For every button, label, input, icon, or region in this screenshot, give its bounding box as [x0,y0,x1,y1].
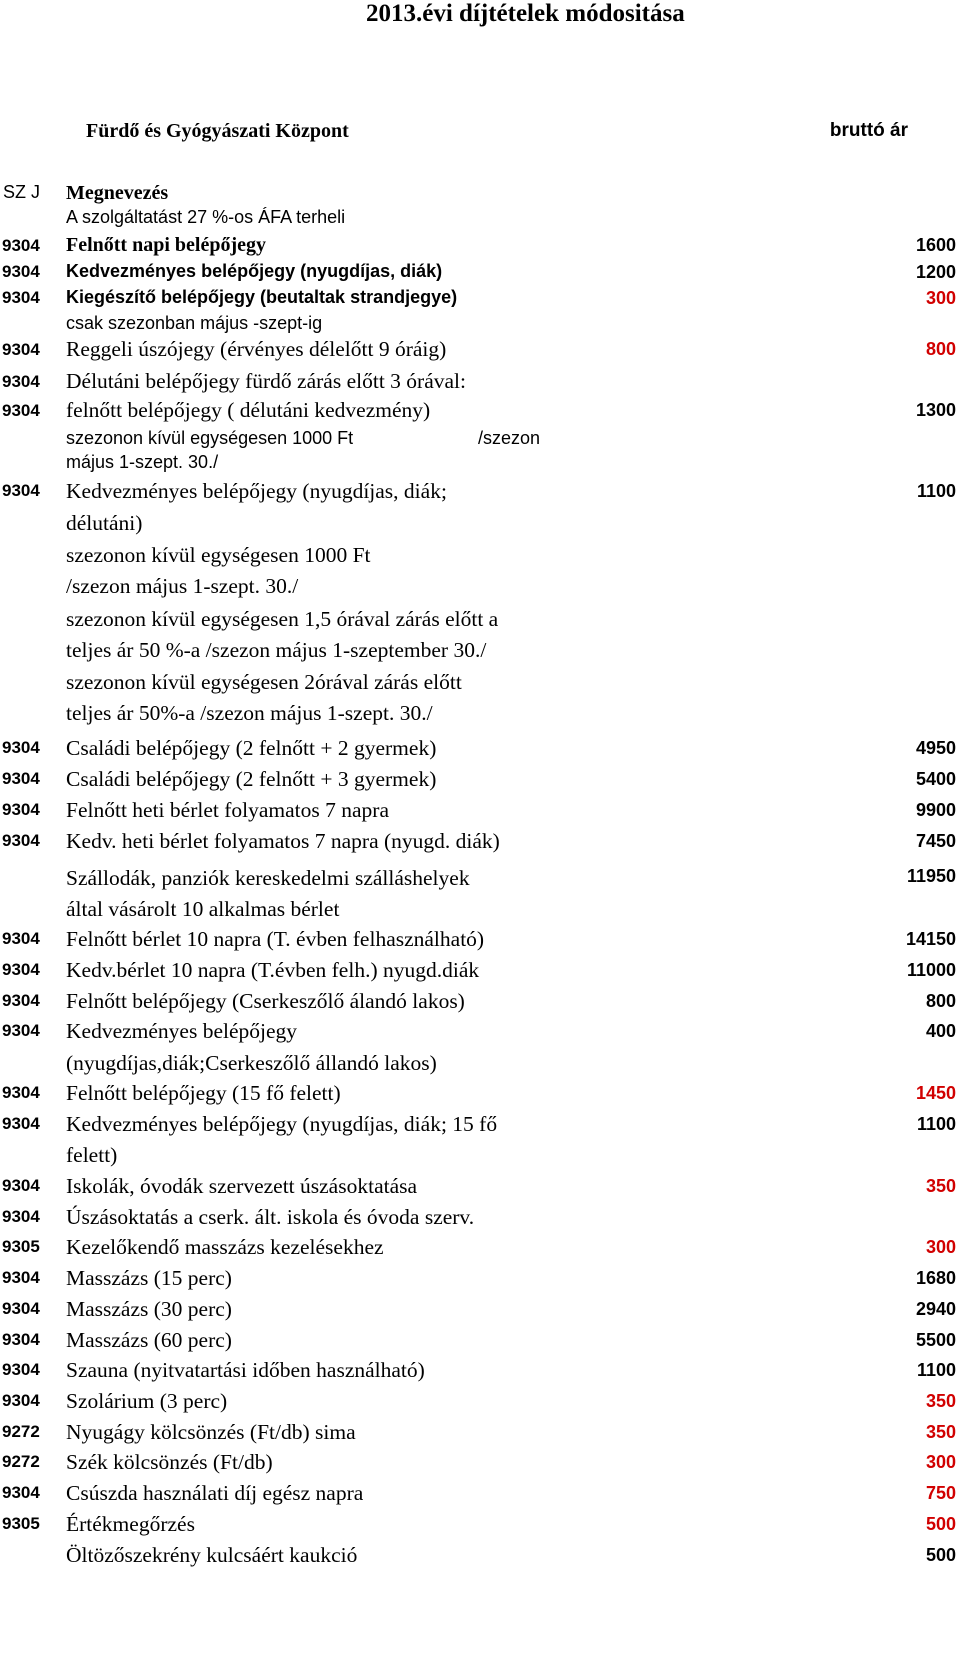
item-name: Kedvezményes belépőjegy (nyugdíjas, diák; 15 fő [66,1112,498,1136]
page-title: 2013.évi díjtételek módositása [366,0,685,27]
item-code: 9304 [2,1176,40,1195]
item-name: Öltözőszekrény kulcsáért kaukció [66,1543,358,1567]
item-price: 1100 [916,481,956,501]
item-note: délutáni) [66,511,143,535]
item-price: 1200 [915,262,956,282]
item-price: 11950 [906,866,956,886]
item-name: felnőtt belépőjegy ( délutáni kedvezmény) [66,398,431,422]
item-note: teljes ár 50 %-a /szezon május 1-szeptember 30./ [66,638,487,662]
item-name: Úszásoktatás a cserk. ált. iskola és óvoda szerv. [66,1205,475,1229]
item-name: Kedv.bérlet 10 napra (T.évben felh.) nyugd.diák [66,958,480,982]
item-code: 9304 [2,738,40,757]
item-note: felett) [66,1143,118,1167]
item-name: Kezelőkendő masszázs kezelésekhez [66,1235,384,1259]
item-price: 500 [925,1514,956,1534]
item-price: 4950 [915,738,956,758]
item-price: 750 [925,1483,956,1503]
item-code: 9304 [2,769,40,788]
item-code: 9304 [2,1021,40,1040]
item-name: Felnőtt napi belépőjegy [66,234,266,256]
item-note: /szezon május 1-szept. 30./ [66,574,299,598]
item-price: 9900 [915,800,956,820]
item-note: szezonon kívül egységesen 2órával zárás előtt [66,670,462,694]
item-name: Értékmegőrzés [66,1512,195,1536]
item-price: 1100 [916,1114,956,1134]
item-name: Kiegészítő belépőjegy (beutaltak strandjegye) [66,287,458,307]
item-code: 9304 [2,1083,40,1102]
item-code: 9304 [2,288,40,307]
item-name: Szállodák, panziók kereskedelmi szálláshelyek [66,866,470,890]
item-note: csak szezonban május -szept-ig [66,313,323,333]
item-name: Masszázs (60 perc) [66,1328,232,1352]
item-code: 9272 [2,1452,40,1471]
item-code: 9304 [2,1483,40,1502]
item-code: 9304 [2,800,40,819]
item-code: 9304 [2,1330,40,1349]
item-note: /szezon [478,428,541,448]
item-name: Szolárium (3 perc) [66,1389,228,1413]
item-price: 300 [925,288,956,308]
item-note: teljes ár 50%-a /szezon május 1-szept. 30./ [66,701,433,725]
item-price: 1450 [915,1083,956,1103]
item-code: 9304 [2,262,40,281]
item-name: Szauna (nyitvatartási időben használható) [66,1358,425,1382]
item-name: Reggeli úszójegy (érvényes délelőtt 9 óráig) [66,337,447,361]
item-name: Masszázs (30 perc) [66,1297,232,1321]
item-code: 9305 [2,1237,40,1256]
item-price: 1680 [915,1268,956,1288]
item-name: Masszázs (15 perc) [66,1266,232,1290]
item-name: Szék kölcsönzés (Ft/db) [66,1450,273,1474]
item-code: 9304 [2,1268,40,1287]
item-price: 350 [925,1422,956,1442]
item-price: 500 [925,1545,956,1565]
item-code: 9304 [2,401,40,420]
item-name: Kedvezményes belépőjegy (nyugdíjas, diák; [66,479,447,503]
item-name: Csúszda használati díj egész napra [66,1481,364,1505]
item-code: 9272 [2,1422,40,1441]
item-code: 9304 [2,1207,40,1226]
item-price: 2940 [915,1299,956,1319]
item-code: 9304 [2,481,40,500]
vat-note: A szolgáltatást 27 %-os ÁFA terheli [66,207,346,227]
item-name: Kedv. heti bérlet folyamatos 7 napra (nyugd. diák) [66,829,500,853]
item-price: 5400 [915,769,956,789]
item-note: szezonon kívül egységesen 1000 Ft [66,543,371,567]
item-price: 11000 [906,960,956,980]
code-column-header: SZ J [3,182,41,202]
item-code: 9304 [2,340,40,359]
item-price: 1600 [915,235,956,255]
item-code: 9304 [2,831,40,850]
item-name: Felnőtt heti bérlet folyamatos 7 napra [66,798,390,822]
item-note: (nyugdíjas,diák;Cserkeszőlő állandó lakos) [66,1051,437,1075]
item-price: 350 [925,1176,956,1196]
item-code: 9304 [2,1114,40,1133]
item-price: 300 [925,1452,956,1472]
item-price: 7450 [915,831,956,851]
item-name: Családi belépőjegy (2 felnőtt + 3 gyermek) [66,767,437,791]
item-name: Kedvezményes belépőjegy [66,1019,298,1043]
item-name: Felnőtt bérlet 10 napra (T. évben felhasználható) [66,927,485,951]
item-name: Iskolák, óvodák szervezett úszásoktatása [66,1174,418,1198]
item-price: 1100 [916,1360,956,1380]
item-name: Kedvezményes belépőjegy (nyugdíjas, diák) [66,261,443,281]
item-price: 350 [925,1391,956,1411]
item-code: 9304 [2,960,40,979]
item-name: Felnőtt belépőjegy (Cserkeszőlő álandó lakos) [66,989,465,1013]
item-code: 9304 [2,1299,40,1318]
item-code: 9304 [2,991,40,1010]
item-name: Családi belépőjegy (2 felnőtt + 2 gyermek) [66,736,437,760]
item-name: Délutáni belépőjegy fürdő zárás előtt 3 órával: [66,369,466,393]
item-note: szezonon kívül egységesen 1,5 órával zárás előtt a [66,607,499,631]
item-code: 9305 [2,1514,40,1533]
item-code: 9304 [2,1391,40,1410]
item-price: 1300 [915,400,956,420]
item-price: 300 [925,1237,956,1257]
item-code: 9304 [2,929,40,948]
item-note: által vásárolt 10 alkalmas bérlet [66,897,340,921]
item-code: 9304 [2,1360,40,1379]
item-price: 5500 [915,1330,956,1350]
item-note: szezonon kívül egységesen 1000 Ft [66,428,354,448]
item-code: 9304 [2,236,40,255]
institution-name: Fürdő és Gyógyászati Központ [86,120,349,142]
item-code: 9304 [2,372,40,391]
name-column-header: Megnevezés [66,182,169,204]
item-name: Felnőtt belépőjegy (15 fő felett) [66,1081,341,1105]
item-note: május 1-szept. 30./ [66,452,219,472]
item-price: 400 [925,1021,956,1041]
item-price: 14150 [905,929,956,949]
item-price: 800 [925,339,956,359]
price-type-label: bruttó ár [829,120,908,141]
item-price: 800 [925,991,956,1011]
item-name: Nyugágy kölcsönzés (Ft/db) sima [66,1420,356,1444]
